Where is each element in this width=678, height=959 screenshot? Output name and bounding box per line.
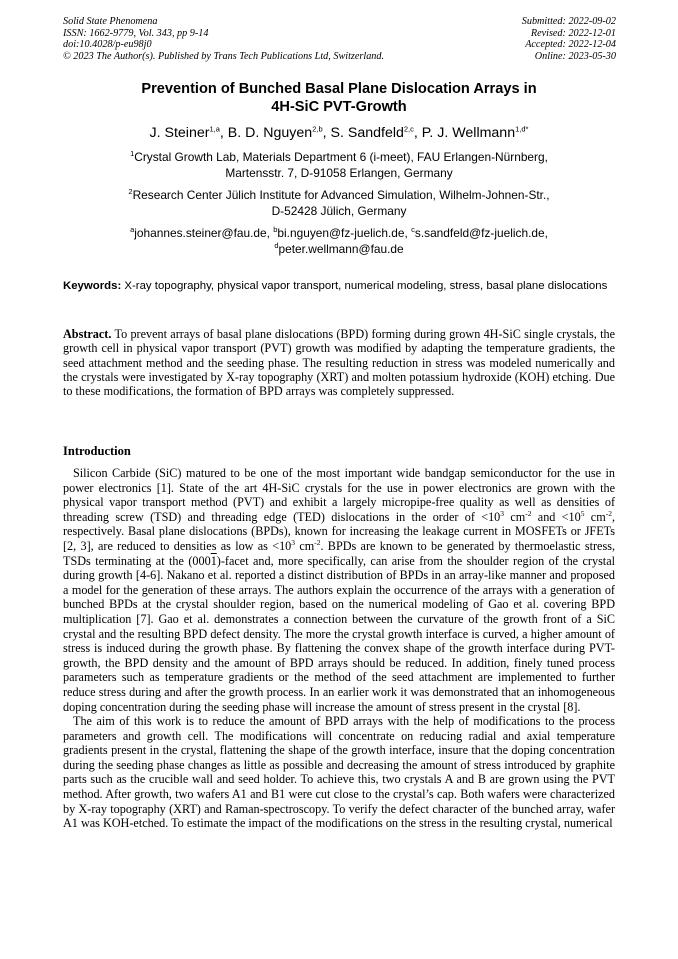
author-affiliation-mark: 2,c [403,124,414,134]
journal-name: Solid State Phenomena [63,16,158,27]
author-name: J. Steiner [149,125,210,141]
superscript: -2 [525,508,532,518]
section-heading-introduction: Introduction [63,444,131,458]
author-separator: , [413,125,422,141]
author-affiliation-mark: 1,d* [515,124,529,134]
journal-doi: doi:10.4028/p-eu98j0 [63,39,152,51]
email-link[interactable]: s.sandfeld@fz-juelich.de, [414,226,548,240]
keywords-text: X-ray topography, physical vapor transport, numerical modeling, stress, basal plane dislocations [121,280,608,292]
affiliation-line: Crystal Growth Lab, Materials Department 6 (i-meet), FAU Erlangen-Nürnberg, [134,150,548,164]
author-affiliation-mark: 2,b [312,124,323,134]
text-run: and <10 [531,509,581,524]
affiliation-mark: 1 [130,149,135,159]
email-link[interactable]: bi.nguyen@fz-juelich.de, [277,226,412,240]
superscript: -2 [605,508,612,518]
email-mark: a [130,225,135,235]
text-run: . BPDs are known to be generated by thermoelastic stress, TSDs terminating at the (000 [63,538,615,568]
dates-header [522,16,616,62]
keywords-block [63,280,615,294]
email-link[interactable]: peter.wellmann@fau.de [278,241,404,256]
revised-date: Revised: 2022-12-01 [530,27,616,39]
text-run: cm [504,509,526,524]
email-mark: b [273,225,278,235]
author-separator: , [322,125,331,141]
superscript: -2 [314,537,321,547]
accepted-date: Accepted: 2022-12-04 [525,39,616,51]
author-emails [63,226,615,257]
paper-title [63,80,615,116]
paragraph: The aim of this work is to reduce the amount of BPD arrays with the help of modifications to the process parameters and growth cell. The modifications will concentrate on reducing radial and axial temperature gradients present in the crystal, flattening the shape of the growth interface, insure that the doping concentration during the seeding phase changes as little as possible and decreasing the amount of stress introduced by graphite parts such as the crucible wall and seed holder. To achieve this, two crystals A and B are grown using the PVT method. After growth, two wafers A1 and B1 were cut close to the crystal’s cap. Both wafers were characterized by X-ray topography (XRT) and Raman-spectroscopy. To verify the defect character of the bunched array, wafer A1 was KOH-etched. To estimate the impact of the modifications on the stress in the resulting crystal, numerical [63,714,615,831]
author-name: P. J. Wellmann [421,125,516,141]
author-affiliation-mark: 1,a [209,124,220,134]
title-line-2: 4H-SiC PVT-Growth [271,99,407,115]
text-run: )-facet and, more specifically, can arise from the shoulder region of the crystal during growth [4-6]. Nakano et al. reported a distinct distribution of BPDs in an array-like manner and proposed a model for the generation of these arrays. The authors explain the occurrence of the arrays with a generation of bunched BPDs at the crystal shoulder region, based on the numerical modeling of Gao et al. covering BPD multiplication [7]. Gao et al. demonstrates a connection between the curvature of the growth front of a SiC crystal and the resulting BPD defect density. The more the crystal growth interface is curved, a higher amount of stress is induced during the growth phase. By flattening the convex shape of the growth interface during PVT-growth, the BPD density and the amount of BPD arrays should be reduced. In addition, finely tuned process parameters such as temperature gradients or the method of the seed attachment are implemented to further reduce stress during and after the growth process. In an earlier work it was demonstrated that an inhomogeneous doping concentration during the seeding phase will increase the amount of stress present in the crystal [8]. [63,553,615,714]
submitted-date: Submitted: 2022-09-02 [521,16,616,27]
affiliation-line: Martensstr. 7, D-91058 Erlangen, Germany [225,165,453,180]
author-separator: , [219,125,228,141]
title-line-1: Prevention of Bunched Basal Plane Dislocation Arrays in [141,81,537,97]
text-run: , respectively. Basal plane dislocations (BPDs), known for increasing the leakage current in MOSFETs or JFETs [2, 3], are reduced to densities as low as <10 [63,509,615,553]
author-name: B. D. Nguyen [227,125,313,141]
text-run: cm [295,538,315,553]
email-mark: d [274,240,279,250]
superscript: 3 [291,537,296,547]
paragraph [63,466,615,714]
abstract-block [63,327,615,399]
online-date: Online: 2023-05-30 [534,50,616,62]
superscript: 3 [500,508,505,518]
affiliation-line: Research Center Jülich Institute for Advanced Simulation, Wilhelm-Johnen-Str., [132,188,550,202]
introduction-body [63,466,615,831]
abstract-label: Abstract. [63,327,112,341]
overline-digit: 1 [210,553,217,568]
superscript: 5 [580,508,585,518]
affiliation-line: D-52428 Jülich, Germany [271,203,407,218]
text-run: cm [584,509,606,524]
author-list [63,124,615,142]
journal-header [63,16,384,62]
copyright-notice: © 2023 The Author(s). Published by Trans Tech Publications Ltd, Switzerland. [63,50,385,62]
email-link[interactable]: johannes.steiner@fau.de, [134,226,274,240]
journal-issn: ISSN: 1662-9779, Vol. 343, pp 9-14 [63,27,209,39]
abstract-text: To prevent arrays of basal plane dislocations (BPD) forming during grown 4H-SiC single crystals, the growth cell in physical vapor transport (PVT) growth was modified by adapting the temperature gradients, the seed attachment method and the seeding phase. The resulting reduction in stress was modeled numerically and the crystals were investigated by X-ray topography (XRT) and molten potassium hydroxide (KOH) etching. Due to these modifications, the formation of BPD arrays was completely suppressed. [63,327,615,399]
text-run: Silicon Carbide (SiC) matured to be one of the most important wide bandgap semiconductor for the use in power electronics [1]. State of the art 4H-SiC crystals for the use in power electronics are grown with the physical vapor transport method (PVT) and exhibit a largely micropipe-free quality as well as densities of threading screw (TSD) and threading edge (TED) dislocations in the order of <10 [63,466,615,524]
affiliation-mark: 2 [128,187,133,197]
email-mark: c [411,225,415,235]
affiliation-1 [63,150,615,181]
author-name: S. Sandfeld [330,125,404,141]
affiliation-2 [63,188,615,219]
keywords-label: Keywords: [63,280,122,292]
